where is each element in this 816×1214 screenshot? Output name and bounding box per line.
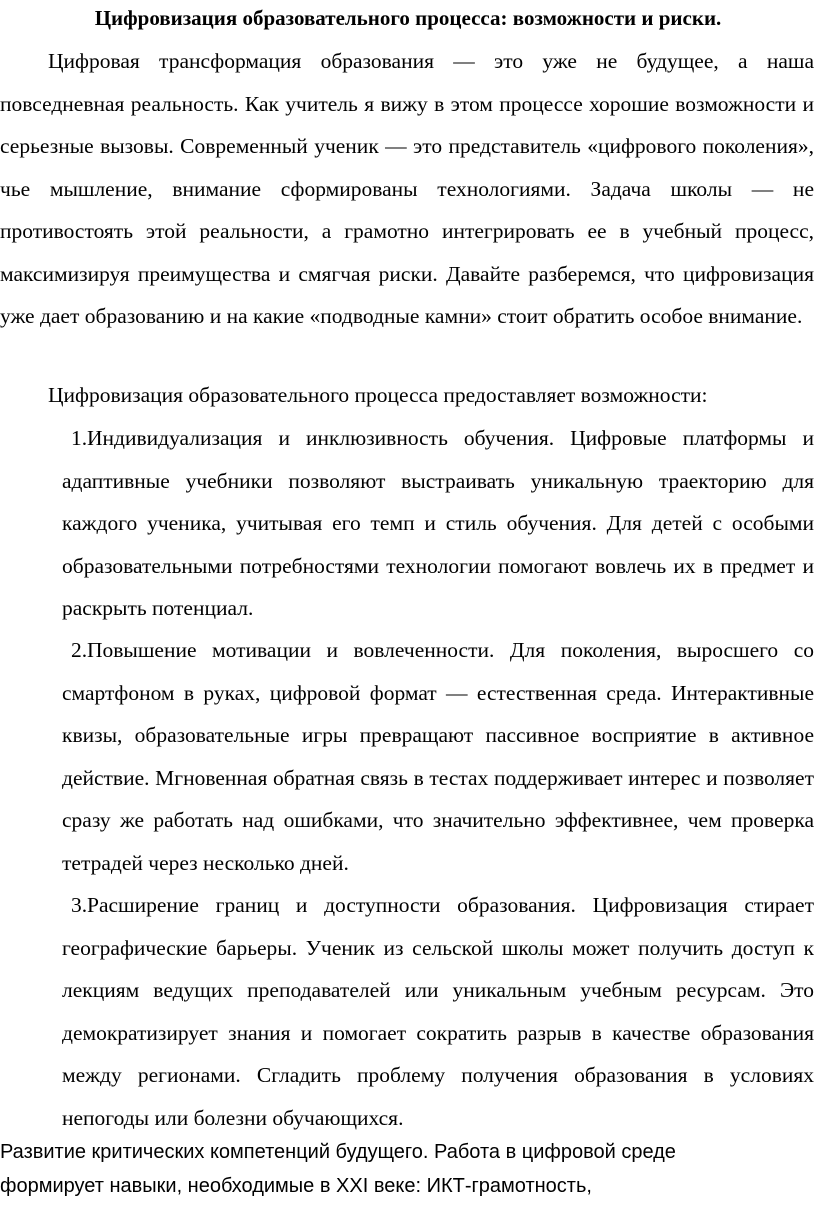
opportunities-lead: Цифровизация образовательного процесса предоставляет возможности: xyxy=(48,383,708,407)
document-title: Цифровизация образовательного процесса: возможности и риски. xyxy=(94,6,722,30)
list-item-1 xyxy=(62,417,814,630)
list-text-1: Индивидуализация и инклюзивность обучения. Цифровые платформы и адаптивные учебники позволяют выстраивать уникальную траекторию для каждого ученика, учитывая его темп и стиль обучения. Для детей с особыми образовательными потребностями технологии помогают вовлечь их в предмет и раскрыть потенциал. xyxy=(62,426,814,620)
list-text-3: Расширение границ и доступности образования. Цифровизация стирает географические барьеры. Ученик из сельской школы может получить доступ к лекциям ведущих преподавателей или уникальным учебным ресурсам. Это демократизирует знания и помогает сократить разрыв в качестве образования между регионами. Сгладить проблему получения образования в условиях непогоды или болезни обучающихся. xyxy=(62,893,814,1130)
tail-paragraph: Развитие критических компетенций будущего. Работа в цифровой среде формирует навыки, необходимые в XXI веке: ИКТ-грамотность, xyxy=(0,1141,676,1197)
list-number-2: 2. xyxy=(71,638,88,662)
intro-paragraph: Цифровая трансформация образования — это уже не будущее, а наша повседневная реальность. Как учитель я вижу в этом процессе хорошие возможности и серьезные вызовы. Современный ученик — это представитель «цифрового поколения», чье мышление, внимание сформированы технологиями. Задача школы — не противостоять этой реальности, а грамотно интегрировать ее в учебный процесс, максимизируя преимущества и смягчая риски. Давайте разберемся, что цифровизация уже дает образованию и на какие «подводные камни» стоит обратить особое внимание. xyxy=(0,49,814,328)
list-text-2: Повышение мотивации и вовлеченности. Для поколения, выросшего со смартфоном в руках, цифровой формат — естественная среда. Интерактивные квизы, образовательные игры превращают пассивное восприятие в активное действие. Мгновенная обратная связь в тестах поддерживает интерес и позволяет сразу же работать над ошибками, что значительно эффективнее, чем проверка тетрадей через несколько дней. xyxy=(62,638,814,875)
list-item-3 xyxy=(62,884,814,1139)
list-number-1: 1. xyxy=(71,426,88,450)
list-item-2 xyxy=(62,629,814,884)
list-number-3: 3. xyxy=(71,893,88,917)
